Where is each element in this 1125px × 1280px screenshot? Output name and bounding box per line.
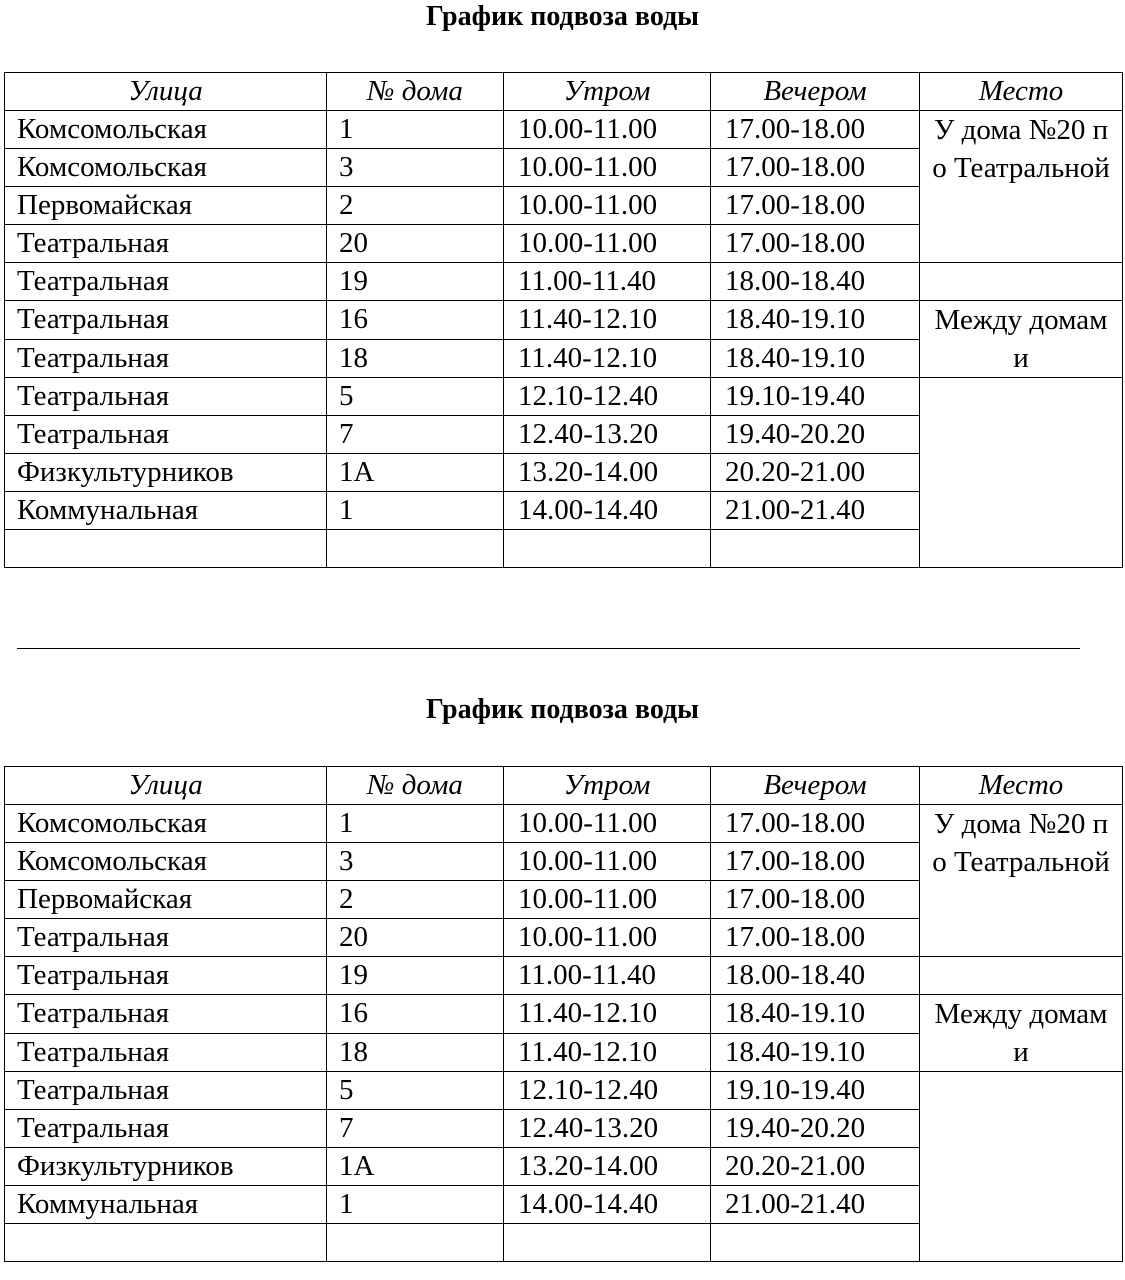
morning-time-cell: 12.40-13.20 [504,1110,711,1148]
morning-time-cell: 11.40-12.10 [504,301,711,340]
house-number-cell [327,1224,504,1262]
separator-line [17,648,1080,649]
evening-time-cell: 18.40-19.10 [711,1033,920,1072]
morning-time-cell: 12.10-12.40 [504,1072,711,1110]
place-cell [920,957,1123,995]
street-cell: Театральная [5,378,327,416]
street-cell [5,1224,327,1262]
header-place: Место [920,73,1123,111]
house-number-cell: 3 [327,843,504,881]
house-number-cell: 7 [327,416,504,454]
morning-time-cell: 11.00-11.40 [504,957,711,995]
evening-time-cell: 17.00-18.00 [711,843,920,881]
street-cell: Физкультурников [5,1148,327,1186]
street-cell: Первомайская [5,881,327,919]
evening-time-cell: 19.10-19.40 [711,1072,920,1110]
street-cell: Первомайская [5,187,327,225]
table-header-row [5,767,1123,805]
place-text: У дома №20 по Театральной [932,114,1110,184]
house-number-cell: 1 [327,492,504,530]
table-row [5,957,1123,995]
morning-time-cell: 13.20-14.00 [504,454,711,492]
street-cell: Коммунальная [5,492,327,530]
morning-time-cell: 11.40-12.10 [504,995,711,1034]
house-number-cell: 3 [327,149,504,187]
morning-time-cell: 12.40-13.20 [504,416,711,454]
morning-time-cell: 12.10-12.40 [504,378,711,416]
street-cell: Театральная [5,1110,327,1148]
table-row [5,1072,1123,1110]
table-header-row [5,73,1123,111]
morning-time-cell: 10.00-11.00 [504,919,711,957]
schedule-title: График подвоза воды [425,1,700,32]
street-cell: Театральная [5,339,327,378]
place-cell [920,263,1123,301]
place-cell [920,995,1123,1072]
morning-time-cell: 13.20-14.00 [504,1148,711,1186]
water-schedule-table [4,766,1123,1262]
morning-time-cell: 10.00-11.00 [504,843,711,881]
house-number-cell: 1 [327,805,504,843]
morning-time-cell: 10.00-11.00 [504,149,711,187]
evening-time-cell: 17.00-18.00 [711,187,920,225]
street-cell: Театральная [5,995,327,1034]
evening-time-cell [711,530,920,568]
place-cell [920,805,1123,957]
house-number-cell: 1А [327,454,504,492]
table-row [5,263,1123,301]
schedule-title: График подвоза воды [425,694,700,725]
evening-time-cell: 18.00-18.40 [711,957,920,995]
house-number-cell: 16 [327,301,504,340]
street-cell: Комсомольская [5,843,327,881]
street-cell: Театральная [5,1072,327,1110]
house-number-cell: 1 [327,111,504,149]
header-house: № дома [327,73,504,111]
morning-time-cell: 10.00-11.00 [504,881,711,919]
morning-time-cell: 11.40-12.10 [504,339,711,378]
evening-time-cell: 17.00-18.00 [711,225,920,263]
evening-time-cell: 20.20-21.00 [711,454,920,492]
evening-time-cell: 18.40-19.10 [711,995,920,1034]
house-number-cell: 5 [327,378,504,416]
evening-time-cell: 18.40-19.10 [711,339,920,378]
morning-time-cell [504,530,711,568]
morning-time-cell [504,1224,711,1262]
place-cell [920,301,1123,378]
place-text: Между домами [934,304,1108,374]
morning-time-cell: 11.00-11.40 [504,263,711,301]
evening-time-cell: 19.40-20.20 [711,416,920,454]
street-cell: Коммунальная [5,1186,327,1224]
place-text: Между домами [934,998,1108,1068]
evening-time-cell [711,1224,920,1262]
place-cell [920,378,1123,568]
header-evening: Вечером [711,767,920,805]
street-cell: Театральная [5,416,327,454]
header-house: № дома [327,767,504,805]
header-morning: Утром [504,73,711,111]
morning-time-cell: 10.00-11.00 [504,225,711,263]
street-cell: Комсомольская [5,805,327,843]
house-number-cell: 7 [327,1110,504,1148]
street-cell: Театральная [5,225,327,263]
morning-time-cell: 14.00-14.40 [504,1186,711,1224]
street-cell: Театральная [5,1033,327,1072]
evening-time-cell: 21.00-21.40 [711,1186,920,1224]
evening-time-cell: 20.20-21.00 [711,1148,920,1186]
header-morning: Утром [504,767,711,805]
street-cell: Физкультурников [5,454,327,492]
house-number-cell: 1 [327,1186,504,1224]
house-number-cell [327,530,504,568]
house-number-cell: 19 [327,957,504,995]
morning-time-cell: 10.00-11.00 [504,111,711,149]
evening-time-cell: 17.00-18.00 [711,111,920,149]
street-cell: Театральная [5,263,327,301]
morning-time-cell: 10.00-11.00 [504,805,711,843]
evening-time-cell: 19.40-20.20 [711,1110,920,1148]
place-text: У дома №20 по Театральной [932,808,1110,878]
place-cell [920,111,1123,263]
evening-time-cell: 18.00-18.40 [711,263,920,301]
street-cell: Комсомольская [5,149,327,187]
house-number-cell: 20 [327,919,504,957]
table-row [5,805,1123,843]
evening-time-cell: 17.00-18.00 [711,149,920,187]
table-row [5,378,1123,416]
place-cell [920,1072,1123,1262]
house-number-cell: 5 [327,1072,504,1110]
house-number-cell: 16 [327,995,504,1034]
street-cell: Театральная [5,919,327,957]
header-street: Улица [5,767,327,805]
evening-time-cell: 17.00-18.00 [711,919,920,957]
evening-time-cell: 18.40-19.10 [711,301,920,340]
house-number-cell: 20 [327,225,504,263]
header-street: Улица [5,73,327,111]
evening-time-cell: 21.00-21.40 [711,492,920,530]
street-cell: Театральная [5,301,327,340]
house-number-cell: 18 [327,339,504,378]
table-row [5,301,1123,340]
house-number-cell: 19 [327,263,504,301]
morning-time-cell: 11.40-12.10 [504,1033,711,1072]
morning-time-cell: 14.00-14.40 [504,492,711,530]
street-cell: Комсомольская [5,111,327,149]
street-cell: Театральная [5,957,327,995]
house-number-cell: 2 [327,881,504,919]
evening-time-cell: 19.10-19.40 [711,378,920,416]
header-place: Место [920,767,1123,805]
evening-time-cell: 17.00-18.00 [711,881,920,919]
street-cell [5,530,327,568]
table-row [5,111,1123,149]
evening-time-cell: 17.00-18.00 [711,805,920,843]
morning-time-cell: 10.00-11.00 [504,187,711,225]
house-number-cell: 18 [327,1033,504,1072]
header-evening: Вечером [711,73,920,111]
house-number-cell: 1А [327,1148,504,1186]
house-number-cell: 2 [327,187,504,225]
table-row [5,995,1123,1034]
water-schedule-table [4,72,1123,568]
